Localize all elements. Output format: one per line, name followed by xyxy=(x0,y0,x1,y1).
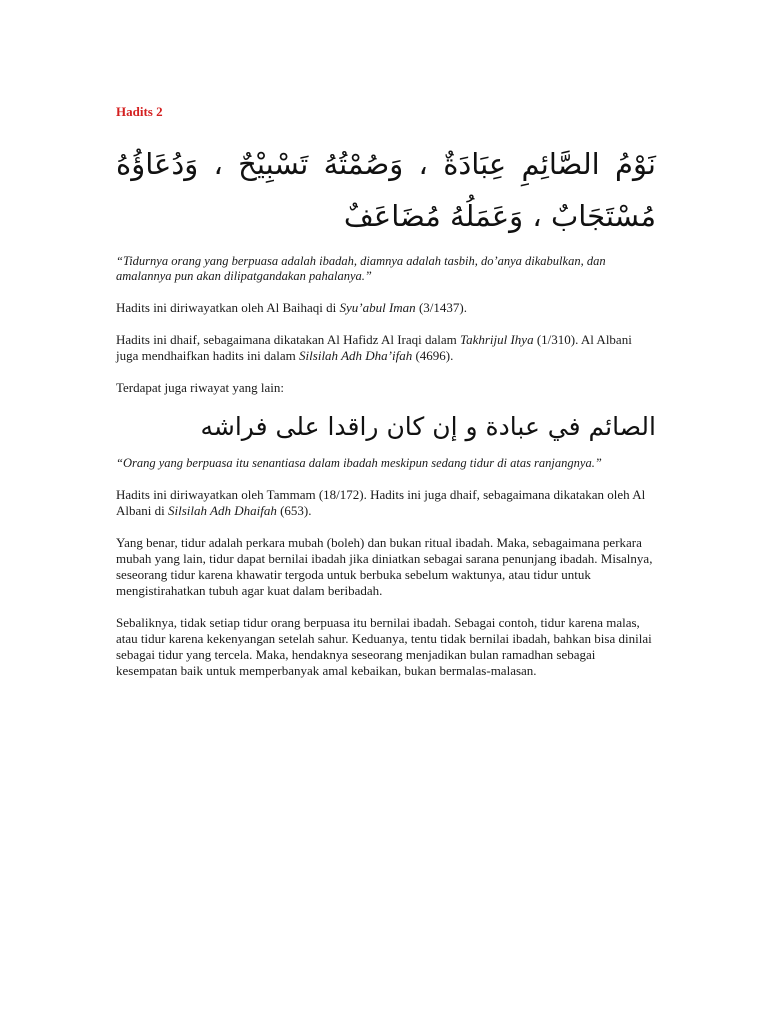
body-paragraph-2: Sebaliknya, tidak setiap tidur orang berpuasa itu bernilai ibadah. Sebagai contoh, tidur karena malas, atau tidur karena kekenyangan setelah sahur. Keduanya, tentu tidak bernilai ibadah, bahkan bisa dinilai sebagai tidur yang tercela. Maka, hendaknya seseorang menjadikan bulan ramadhan sebagai kesempatan baik untuk memperbanyak amal kebaikan, bukan bermalas-malasan. xyxy=(116,615,652,678)
hadith-2-source-book: Silsilah Adh Dhaifah xyxy=(168,503,277,518)
body-paragraph-1: Yang benar, tidur adalah perkara mubah (boleh) dan bukan ritual ibadah. Maka, sebagaimana perkara mubah yang lain, tidur dapat bernilai ibadah jika diniatkan sebagai sarana penunjang ibadah. Misalnya, seseorang tidur karena khawatir tergoda untuk berbuka sebelum waktunya, atau tidur untuk mengistirahatkan tubuh agar kuat dalam beribadah. xyxy=(116,535,653,598)
hadith-1-grade-book-2: Silsilah Adh Dha’ifah xyxy=(299,348,413,363)
hadith-1-grade-text: Hadits ini dhaif, sebagaimana dikatakan Al Hafidz Al Iraqi dalam xyxy=(116,332,461,347)
hadith-1-arabic-text: نَوْمُ الصَّائِمِ عِبَادَةٌ ، وَصُمْتُهُ تَسْبِيْحٌ ، وَدُعَاؤُهُ مُسْتَجَابٌ ، وَعَمَلُهُ مُضَاعَفٌ xyxy=(116,147,656,233)
section-heading: Hadits 2 xyxy=(116,104,163,119)
hadith-2-translation: “Orang yang berpuasa itu senantiasa dalam ibadah meskipun sedang tidur di atas ranjangnya.” xyxy=(116,456,602,470)
hadith-2-arabic-text: الصائم في عبادة و إن كان راقدا على فراشه xyxy=(200,412,656,441)
hadith-1-source-book: Syu’abul Iman xyxy=(339,300,416,315)
hadith-2-source xyxy=(116,487,656,519)
hadith-1-grade xyxy=(116,332,656,364)
hadith-1-translation: “Tidurnya orang yang berpuasa adalah ibadah, diamnya adalah tasbih, do’anya dikabulkan, dan amalannya pun akan dilipatgandakan pahalanya.” xyxy=(116,254,606,283)
hadith-1-source-ref: (3/1437). xyxy=(415,300,467,315)
hadith-1-grade-mid: (1/310). Al Albani juga mendhaifkan hadits ini dalam xyxy=(116,332,632,363)
hadith-1-grade-ref: (4696). xyxy=(412,348,454,363)
hadith-2-source-text: Hadits ini diriwayatkan oleh Tammam (18/172). Hadits ini juga dhaif, sebagaimana dikatakan oleh Al Albani di xyxy=(116,487,646,518)
hadith-1-source-text: Hadits ini diriwayatkan oleh Al Baihaqi di xyxy=(116,300,340,315)
document-page xyxy=(116,104,656,695)
hadith-2-source-ref: (653). xyxy=(276,503,312,518)
hadith-1-source xyxy=(116,300,656,316)
hadith-1-grade-book-1: Takhrijul Ihya xyxy=(460,332,534,347)
hadith-2-intro: Terdapat juga riwayat yang lain: xyxy=(116,380,285,395)
